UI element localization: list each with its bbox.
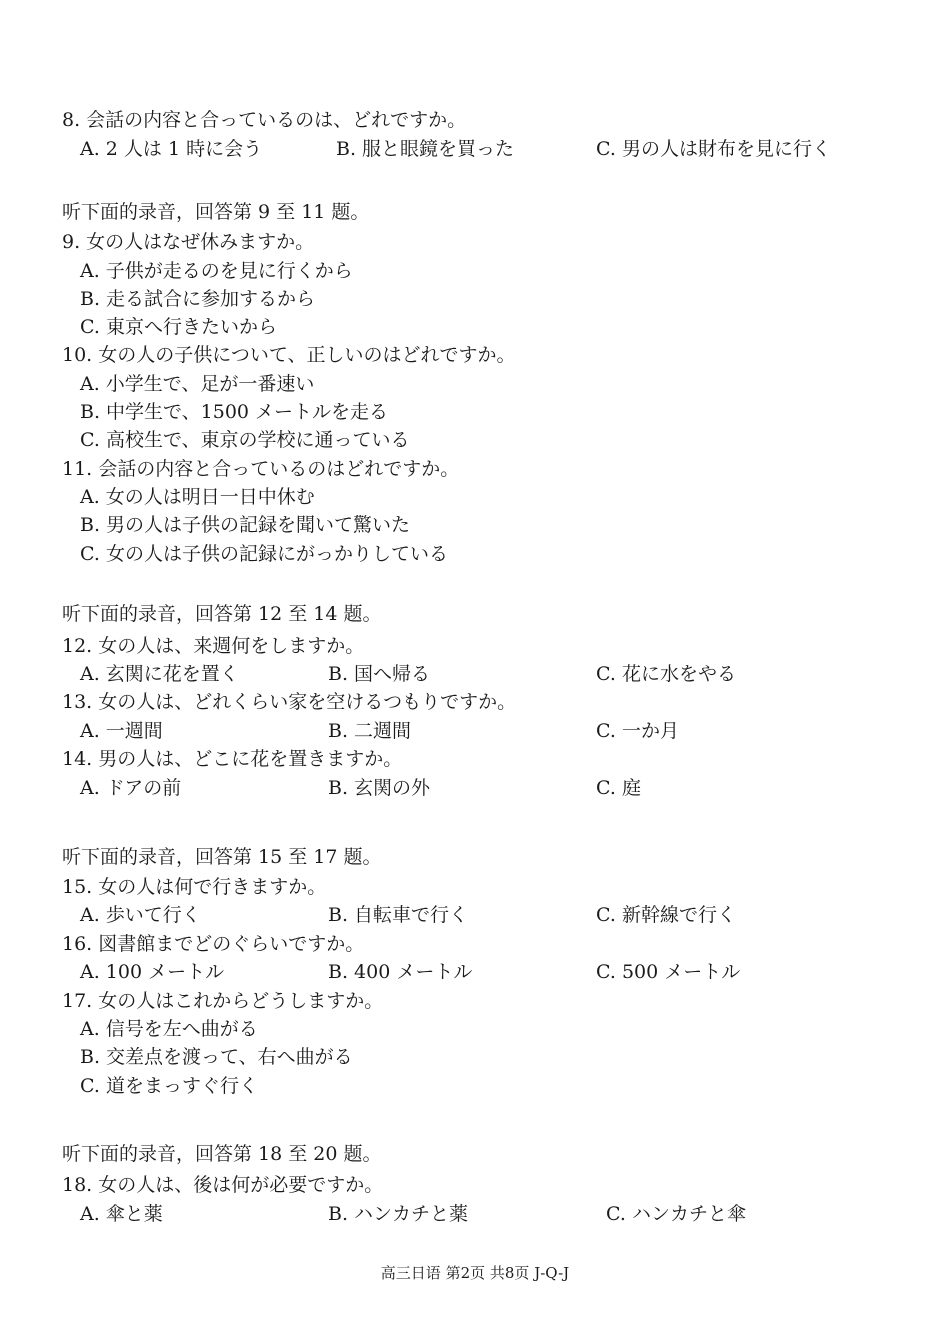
question-16-option-b: B. 400 メートル xyxy=(328,961,473,983)
question-18-option-a: A. 傘と薬 xyxy=(80,1203,163,1225)
question-16-stem: 16. 図書館までどのぐらいですか。 xyxy=(62,933,365,955)
question-14-option-a: A. ドアの前 xyxy=(80,777,182,799)
question-13-option-b: B. 二週間 xyxy=(328,720,412,742)
question-11-option-b: B. 男の人は子供の記録を聞いて驚いた xyxy=(80,514,411,536)
question-12-stem: 12. 女の人は、来週何をしますか。 xyxy=(62,635,365,657)
question-9-stem: 9. 女の人はなぜ休みますか。 xyxy=(62,231,315,253)
section-heading-15-17: 听下面的录音，回答第 15 至 17 题。 xyxy=(62,846,382,868)
question-10-option-b: B. 中学生で、1500 メートルを走る xyxy=(80,401,389,423)
question-17-stem: 17. 女の人はこれからどうしますか。 xyxy=(62,990,384,1012)
section-heading-9-11: 听下面的录音，回答第 9 至 11 题。 xyxy=(62,201,370,223)
question-15-option-a: A. 歩いて行く xyxy=(80,904,201,926)
question-10-option-c: C. 高校生で、東京の学校に通っている xyxy=(80,429,410,451)
question-17-option-c: C. 道をまっすぐ行く xyxy=(80,1075,258,1097)
question-15-option-c: C. 新幹線で行く xyxy=(596,904,736,926)
question-11-stem: 11. 会話の内容と合っているのはどれですか。 xyxy=(62,458,460,480)
question-9-option-a: A. 子供が走るのを見に行くから xyxy=(80,260,353,282)
question-15-option-b: B. 自転車で行く xyxy=(328,904,469,926)
question-11-option-a: A. 女の人は明日一日中休む xyxy=(80,486,315,508)
question-8-option-b: B. 服と眼鏡を買った xyxy=(336,138,515,160)
question-17-option-a: A. 信号を左へ曲がる xyxy=(80,1018,258,1040)
question-11-option-c: C. 女の人は子供の記録にがっかりしている xyxy=(80,543,448,565)
question-8-option-c: C. 男の人は財布を見に行く xyxy=(596,138,831,160)
page-footer: 高三日语 第2页 共8页 J-Q-J xyxy=(380,1264,570,1282)
question-10-option-a: A. 小学生で、足が一番速い xyxy=(80,373,315,395)
question-14-option-b: B. 玄関の外 xyxy=(328,777,431,799)
question-12-option-a: A. 玄関に花を置く xyxy=(80,663,239,685)
question-18-option-b: B. ハンカチと薬 xyxy=(328,1203,469,1225)
section-heading-12-14: 听下面的录音，回答第 12 至 14 题。 xyxy=(62,603,382,625)
question-18-option-c: C. ハンカチと傘 xyxy=(606,1203,746,1225)
question-14-stem: 14. 男の人は、どこに花を置きますか。 xyxy=(62,748,403,770)
question-13-stem: 13. 女の人は、どれくらい家を空けるつもりですか。 xyxy=(62,691,517,713)
question-8-option-a: A. 2 人は 1 時に会う xyxy=(80,138,263,160)
question-16-option-a: A. 100 メートル xyxy=(80,961,225,983)
question-13-option-a: A. 一週間 xyxy=(80,720,163,742)
question-12-option-c: C. 花に水をやる xyxy=(596,663,736,685)
question-15-stem: 15. 女の人は何で行きますか。 xyxy=(62,876,327,898)
question-17-option-b: B. 交差点を渡って、右へ曲がる xyxy=(80,1046,353,1068)
question-8-stem: 8. 会話の内容と合っているのは、どれですか。 xyxy=(62,109,467,131)
question-9-option-c: C. 東京へ行きたいから xyxy=(80,316,277,338)
question-13-option-c: C. 一か月 xyxy=(596,720,679,742)
question-16-option-c: C. 500 メートル xyxy=(596,961,741,983)
question-14-option-c: C. 庭 xyxy=(596,777,641,799)
question-12-option-b: B. 国へ帰る xyxy=(328,663,431,685)
section-heading-18-20: 听下面的录音，回答第 18 至 20 题。 xyxy=(62,1143,382,1165)
question-18-stem: 18. 女の人は、後は何が必要ですか。 xyxy=(62,1174,384,1196)
question-9-option-b: B. 走る試合に参加するから xyxy=(80,288,316,310)
question-10-stem: 10. 女の人の子供について、正しいのはどれですか。 xyxy=(62,344,516,366)
